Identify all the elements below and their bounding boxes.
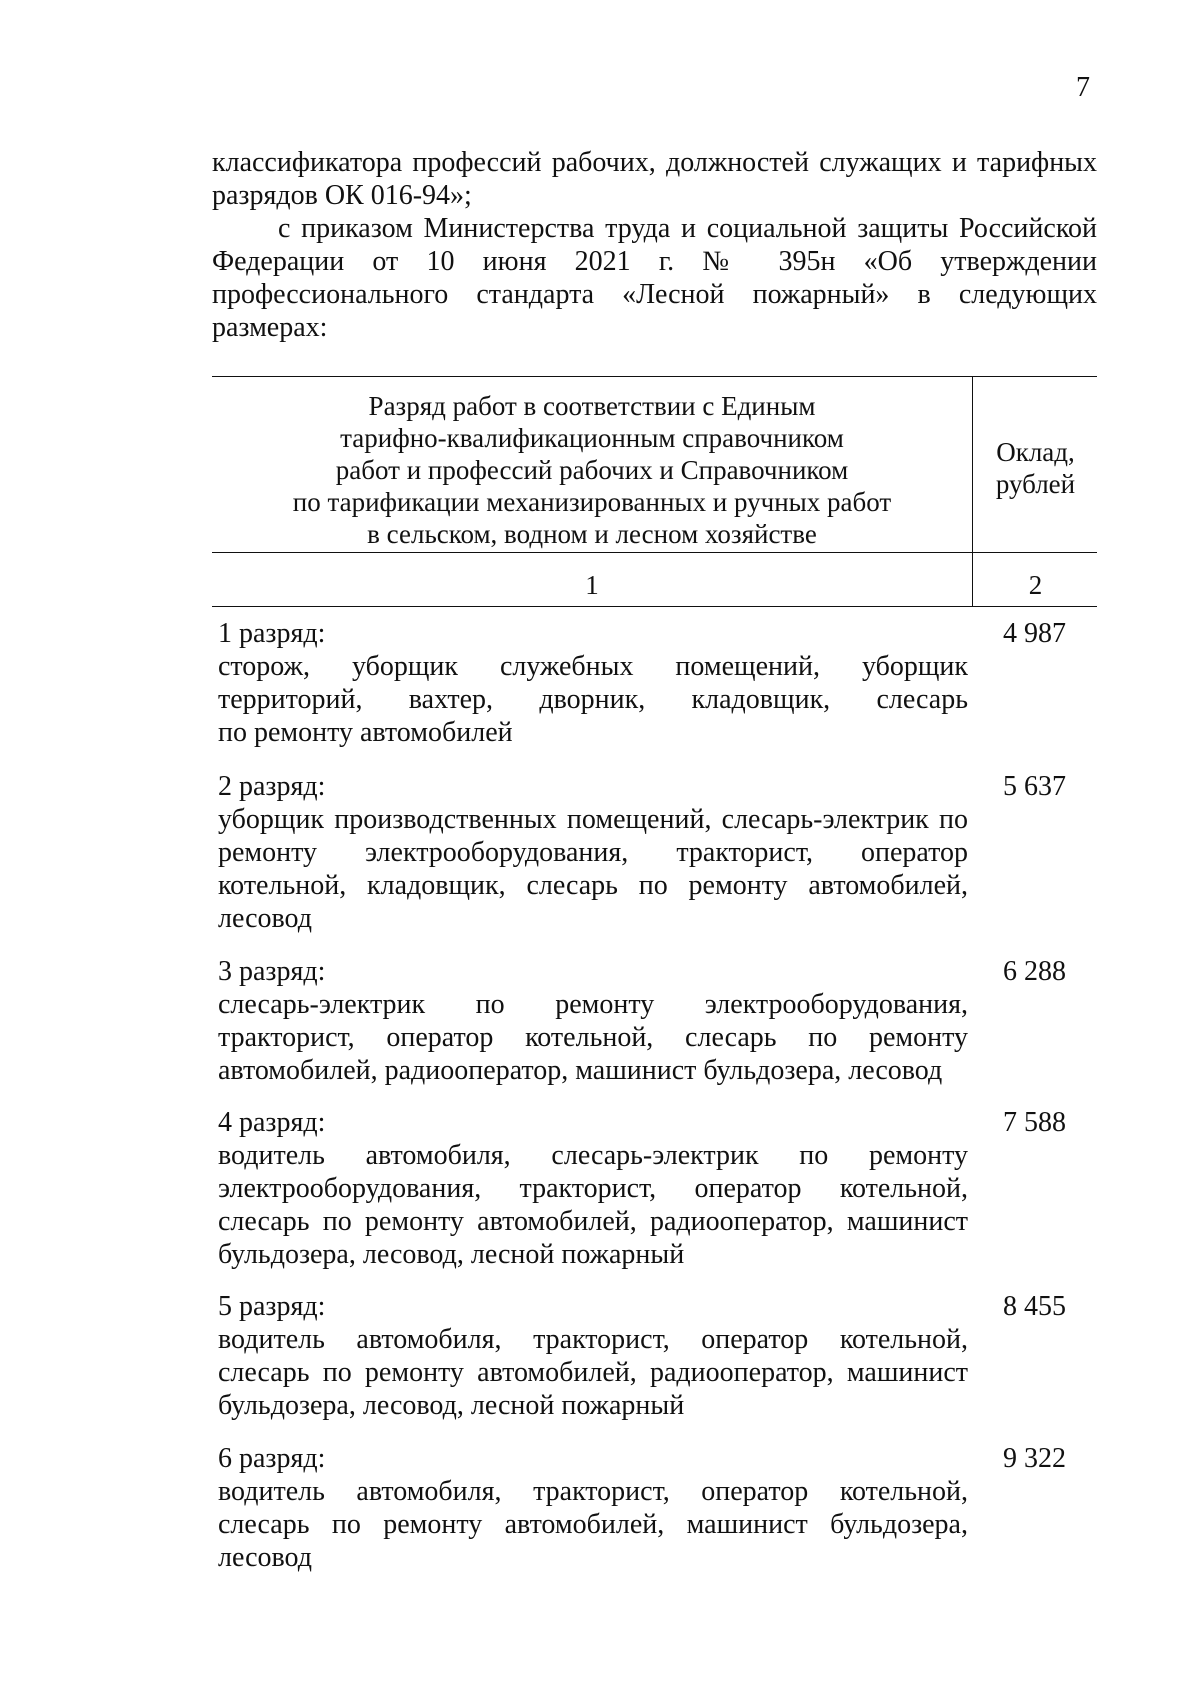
grade-description [218,1139,968,1271]
description-line: ремонту электрооборудования, тракторист, оператор [218,837,968,868]
table-column-divider [972,376,973,606]
description-line: водитель автомобиля, тракторист, оператор котельной, [218,1476,968,1507]
description-line: автомобилей, радиооператор, машинист бульдозера, лесовод [218,1055,943,1086]
header-grade-column [212,390,972,550]
intro-line: разрядов ОК 016-94»; [212,180,472,211]
intro-paragraph [212,146,1097,344]
description-line: котельной, кладовщик, слесарь по ремонту автомобилей, [218,870,968,901]
header-line: по тарификации механизированных и ручных работ [292,487,892,517]
header-line: в сельском, водном и лесном хозяйстве [367,519,817,549]
description-line: бульдозера, лесовод, лесной пожарный [218,1239,685,1270]
table-row [218,770,1098,935]
salary-value: 6 288 [1003,956,1066,987]
column-number-2: 2 [1028,570,1043,600]
grade-description [218,988,968,1087]
salary-value: 7 588 [1003,1107,1066,1138]
description-line: лесовод [218,1542,312,1573]
table-top-rule [212,376,1097,377]
salary-value: 9 322 [1003,1443,1066,1474]
description-line: электрооборудования, тракторист, оператор котельной, [218,1173,968,1204]
grade-description [218,650,968,749]
description-line: водитель автомобиля, тракторист, оператор котельной, [218,1324,968,1355]
table-row [218,1442,1098,1574]
table-number-rule [212,606,1097,607]
grade-label: 5 разряд: [218,1291,326,1322]
header-line: рублей [995,469,1076,499]
intro-line: размерах: [212,312,328,343]
description-line: лесовод [218,903,312,934]
description-line: бульдозера, лесовод, лесной пожарный [218,1390,685,1421]
description-line: слесарь по ремонту автомобилей, радиооператор, машинист [218,1357,968,1388]
grade-label: 6 разряд: [218,1443,326,1474]
header-line: тарифно-квалификационным справочником [340,423,844,453]
description-line: водитель автомобиля, слесарь-электрик по ремонту [218,1140,968,1171]
description-line: территорий, вахтер, дворник, кладовщик, слесарь [218,684,968,715]
intro-line: профессионального стандарта «Лесной пожарный» в следующих [212,279,1097,310]
grade-description [218,803,968,935]
intro-line: классификатора профессий рабочих, должностей служащих и тарифных [212,147,1097,178]
grade-description [218,1323,968,1422]
table-row [218,1106,1098,1271]
grade-label: 1 разряд: [218,618,326,649]
table-row [218,955,1098,1087]
description-line: слесарь по ремонту автомобилей, машинист бульдозера, [218,1509,968,1540]
grade-description [218,1475,968,1574]
description-line: тракторист, оператор котельной, слесарь по ремонту [218,1022,968,1053]
description-line: слесарь по ремонту автомобилей, радиооператор, машинист [218,1206,968,1237]
salary-value: 5 637 [1003,771,1066,802]
page-number: 7 [1076,72,1090,103]
grade-label: 4 разряд: [218,1107,326,1138]
table-row [218,1290,1098,1422]
grade-label: 2 разряд: [218,771,326,802]
column-number-1: 1 [585,570,599,600]
salary-value: 4 987 [1003,618,1066,649]
intro-line: Федерации от 10 июня 2021 г. № 395н «Об утверждении [212,246,1097,277]
description-line: сторож, уборщик служебных помещений, уборщик [218,651,968,682]
grade-label: 3 разряд: [218,956,326,987]
header-line: Оклад, [996,437,1075,467]
description-line: уборщик производственных помещений, слесарь-электрик по [218,804,968,835]
salary-value: 8 455 [1003,1291,1066,1322]
header-line: Разряд работ в соответствии с Единым [368,391,816,421]
table-header-rule [212,552,1097,553]
header-line: работ и профессий рабочих и Справочником [335,455,849,485]
description-line: по ремонту автомобилей [218,717,513,748]
description-line: слесарь-электрик по ремонту электрооборудования, [218,989,968,1020]
table-row [218,617,1098,749]
header-salary-column [974,436,1097,500]
intro-line: с приказом Министерства труда и социальной защиты Российской [278,213,1097,244]
